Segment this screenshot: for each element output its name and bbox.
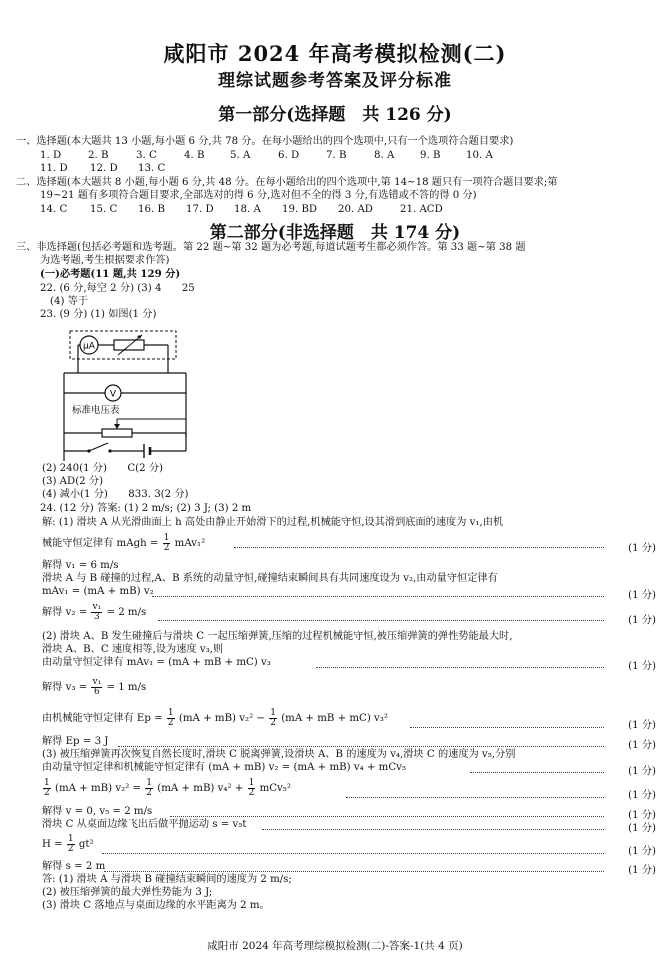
q24-conclusion: (2) 被压缩弹簧的最大弹性势能为 3 J; xyxy=(42,887,213,898)
answer-item: 7. B xyxy=(326,150,347,161)
q24-solution-line: 由机械能守恒定律有 Ep = $\frac{1}{2}$ (mA + mB) v₂² − $\frac{1}{2}$ (mA + mB + mC) v₃² xyxy=(42,707,388,728)
voltmeter-caption: 标准电压表 xyxy=(72,405,120,416)
answer-item: 19. BD xyxy=(282,204,318,215)
fraction: $\frac{1}{2}$ xyxy=(44,777,50,798)
score-mark: (1 分) xyxy=(628,823,656,834)
q23-answer-3: (3) AD(2 分) xyxy=(42,476,104,487)
answer-item: 20. AD xyxy=(338,204,373,215)
answer-item: 6. D xyxy=(278,150,300,161)
score-mark: (1 分) xyxy=(628,661,656,672)
q24-conclusion: 答: (1) 滑块 A 与滑块 B 碰撞结束瞬间的速度为 2 m/s; xyxy=(42,874,292,885)
section2-header-cont: 19~21 题有多项符合题目要求,全部选对的得 6 分,选对但不全的得 3 分,有选错或不答的得 0 分) xyxy=(40,190,477,201)
answer-item: 8. A xyxy=(374,150,395,161)
part1-heading: 第一部分(选择题 共 126 分) xyxy=(218,105,452,125)
answer-item: 4. B xyxy=(184,150,205,161)
answer-item: 12. D xyxy=(90,163,118,174)
fraction: $\frac{\text{v₁}}{6}$ xyxy=(92,676,102,697)
score-mark: (1 分) xyxy=(628,720,656,731)
q24-solution-line: 解得 v₂ = $\frac{\text{v₁}}{3}$ = 2 m/s xyxy=(42,601,147,622)
section1-header: 一、选择题(本大题共 13 小题,每小题 6 分,共 78 分。在每小题给出的四个选项中,只有一个选项符合题目要求) xyxy=(16,136,514,147)
page-footer: 咸阳市 2024 年高考理综模拟检测(二)-答案-1(共 4 页) xyxy=(207,940,463,952)
q24-solution-line: (3) 被压缩弹簧再次恢复自然长度时,滑块 C 脱离弹簧,设滑块 A、B 的速度为 v₄,滑块 C 的速度为 v₅,分别 xyxy=(42,749,516,760)
section2-header: 二、选择题(本大题共 8 小题,每小题 6 分,共 48 分。在每小题给出的四个选项中,第 14~18 题只有一项符合题目要求;第 xyxy=(16,177,558,188)
resistance-box-icon xyxy=(114,340,144,350)
section3-header: 三、非选择题(包括必考题和选考题。第 22 题~第 32 题为必考题,每道试题考生都必须作答。第 33 题~第 38 题 xyxy=(16,242,526,253)
answer-item: 15. C xyxy=(90,204,118,215)
fraction: $\frac{1}{2}$ xyxy=(67,833,74,854)
score-mark: (1 分) xyxy=(628,846,656,857)
switch-icon xyxy=(89,443,108,451)
q24-solution-line: 滑块 A 与 B 碰撞的过程,A、B 系统的动量守恒,碰撞结束瞬间具有共同速度设为 v₂,由动量守恒定律有 xyxy=(42,573,498,584)
q23-answer-2: (2) 240(1 分) C(2 分) xyxy=(42,463,163,474)
q24-solution-line: 滑块 C 从桌面边缘飞出后做平抛运动 s = v₅t xyxy=(42,819,247,830)
page-title: 咸阳市 2024 年高考模拟检测(二) xyxy=(163,41,507,66)
answer-item: 10. A xyxy=(466,150,493,161)
fraction: $\frac{1}{2}$ xyxy=(248,777,255,798)
q24-solution-line: 滑块 A、B、C 速度相等,设为速度 v₃,则 xyxy=(42,644,224,655)
score-mark: (1 分) xyxy=(628,543,656,554)
score-mark: (1 分) xyxy=(628,865,656,876)
q24-solution-line: H = $\frac{1}{2}$ gt² xyxy=(42,833,94,854)
fraction: $\frac{1}{2}$ xyxy=(270,707,276,728)
answer-item: 18. A xyxy=(234,204,261,215)
q23-header: 23. (9 分) (1) 如图(1 分) xyxy=(40,309,157,320)
q24-solution-line: 解: (1) 滑块 A 从光滑曲面上 h 高处由静止开始滑下的过程,机械能守恒,设其滑到底面的速度为 v₁,由机 xyxy=(42,517,504,528)
q24-solution-line: $\frac{1}{2}$ (mA + mB) v₂² = $\frac{1}{2}$ (mA + mB) v₄² + $\frac{1}{2}$ mCv₅² xyxy=(44,777,291,798)
q23-answer-4: (4) 减小(1 分) 833. 3(2 分) xyxy=(42,489,189,500)
answer-item: 9. B xyxy=(420,150,441,161)
fraction: $\frac{1}{2}$ xyxy=(146,777,153,798)
q24-solution-line: 解得 v = 0, v₅ = 2 m/s xyxy=(42,806,153,817)
q24-solution-line: 解得 v₁ = 6 m/s xyxy=(42,560,119,571)
fraction: $\frac{1}{2}$ xyxy=(167,707,174,728)
rheostat-icon xyxy=(102,429,132,437)
q22-answer: 22. (6 分,每空 2 分) (3) 4 25 xyxy=(40,283,195,294)
microammeter-label: μA xyxy=(83,341,95,352)
q24-solution-line: 解得 Ep = 3 J xyxy=(42,736,109,747)
voltmeter-label: V xyxy=(109,389,117,400)
q22-answer-4: (4) 等于 xyxy=(50,296,89,307)
q24-solution-line: 由动量守恒定律有 mAv₁ = (mA + mB + mC) v₃ xyxy=(42,657,271,668)
fraction: $\frac{\text{v₁}}{3}$ xyxy=(92,601,102,622)
score-mark: (1 分) xyxy=(628,590,656,601)
q24-solution-line: 解得 v₃ = $\frac{\text{v₁}}{6}$ = 1 m/s xyxy=(42,676,147,697)
answer-item: 1. D xyxy=(40,150,62,161)
circuit-diagram xyxy=(58,325,198,465)
answer-item: 17. D xyxy=(186,204,214,215)
answer-item: 14. C xyxy=(40,204,68,215)
score-mark: (1 分) xyxy=(628,766,656,777)
fraction: $\frac{1}{2}$ xyxy=(163,532,170,553)
score-mark: (1 分) xyxy=(628,615,656,626)
answer-item: 11. D xyxy=(40,163,68,174)
q24-solution-line: (2) 滑块 A、B 发生碰撞后与滑块 C 一起压缩弹簧,压缩的过程机械能守恒,被压缩弹簧的弹性势能最大时, xyxy=(42,631,513,642)
answer-item: 5. A xyxy=(230,150,251,161)
q24-solution-line: 由动量守恒定律和机械能守恒定律有 (mA + mB) v₂ = (mA + mB) v₄ + mCv₅ xyxy=(42,762,406,773)
answer-item: 16. B xyxy=(138,204,165,215)
required-header: (一)必考题(11 题,共 129 分) xyxy=(40,268,181,280)
q24-solution-line: 械能守恒定律有 mAgh = $\frac{1}{2}$ mAv₁² xyxy=(42,532,206,553)
answer-item: 2. B xyxy=(88,150,109,161)
score-mark: (1 分) xyxy=(628,740,656,751)
q24-header: 24. (12 分) 答案: (1) 2 m/s; (2) 3 J; (3) 2 m xyxy=(40,503,252,514)
score-mark: (1 分) xyxy=(628,810,656,821)
q24-solution-line: 解得 s = 2 m xyxy=(42,861,106,872)
section3-header-cont: 为选考题,考生根据要求作答) xyxy=(40,255,170,266)
answer-item: 3. C xyxy=(136,150,157,161)
q24-conclusion: (3) 滑块 C 落地点与桌面边缘的水平距离为 2 m。 xyxy=(42,900,270,911)
score-mark: (1 分) xyxy=(628,790,656,801)
part2-heading: 第二部分(非选择题 共 174 分) xyxy=(209,223,461,243)
answer-item: 21. ACD xyxy=(400,204,443,215)
page-subtitle: 理综试题参考答案及评分标准 xyxy=(218,71,452,91)
q24-solution-line: mAv₁ = (mA + mB) v₂ xyxy=(42,586,154,597)
answer-item: 13. C xyxy=(138,163,166,174)
